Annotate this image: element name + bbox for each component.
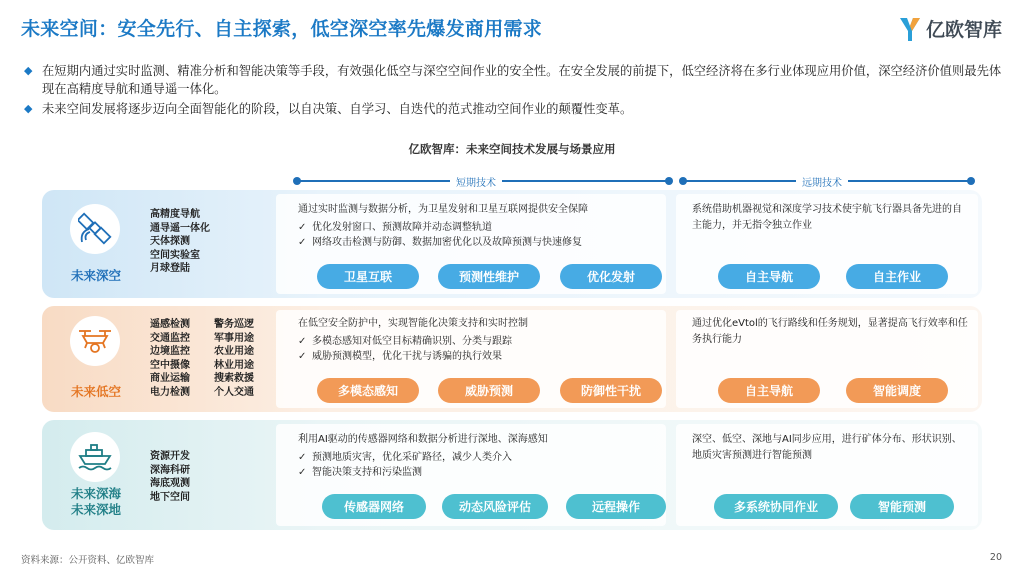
source-note: 资料来源：公开资料、亿欧智库 <box>21 555 155 566</box>
app-item: 高精度导航 <box>150 209 200 220</box>
app-item: 通导遥一体化 <box>150 222 210 234</box>
app-item: 商业运输 <box>150 373 190 384</box>
tag-pill: 多模态感知 <box>317 378 419 403</box>
app-list <box>150 208 210 276</box>
app-item: 地下空间 <box>150 491 190 503</box>
short-term-text: 利用AI驱动的传感器网络和数据分析进行深地、深海感知 ✓ 预测地质灾害，优化采矿路径，减少人类介入 ✓ 智能决策支持和污染监测 <box>298 432 658 481</box>
timeline-dot <box>679 177 687 185</box>
tag-pill: 智能预测 <box>850 494 954 519</box>
check-item: ✓ 多模态感知对低空目标精确识别、分类与跟踪 <box>298 334 658 350</box>
app-list <box>150 318 274 399</box>
short-term-text: 通过实时监测与数据分析，为卫星发射和卫星互联网提供安全保障 ✓ 优化发射窗口、预测故障并动态调整轨道 ✓ 网络攻击检测与防御、数据加密优化以及故障预测与快速修复 <box>298 202 658 251</box>
brand-logo <box>899 15 1002 42</box>
check-icon: ✓ <box>298 467 307 478</box>
tag-pill: 智能调度 <box>846 378 948 403</box>
diamond-icon: ◆ <box>24 102 33 115</box>
diamond-icon: ◆ <box>24 64 33 77</box>
timeline-dot <box>665 177 673 185</box>
tag-pill: 传感器网络 <box>322 494 426 519</box>
long-term-text: 系统借助机器视觉和深度学习技术使宇航飞行器具备先进的自主能力，并无指令独立作业 <box>692 204 962 231</box>
tag-pill: 卫星互联 <box>317 264 419 289</box>
tag-pill: 优化发射 <box>560 264 662 289</box>
check-item: ✓ 预测地质灾害，优化采矿路径，减少人类介入 <box>298 450 658 466</box>
app-item: 空间实验室 <box>150 249 200 261</box>
app-item: 警务巡逻 <box>214 319 254 330</box>
drone-icon <box>70 316 120 366</box>
bullet-item: ◆ 未来空间发展将逐步迈向全面智能化的阶段，以自决策、自学习、自迭代的范式推动空间作业的颠覆性变革。 <box>24 102 633 116</box>
page-title: 未来空间：安全先行、自主探索，低空深空率先爆发商用需求 <box>21 18 543 40</box>
check-icon: ✓ <box>298 451 307 463</box>
check-item: ✓ 网络攻击检测与防御、数据加密优化以及故障预测与快速修复 <box>298 235 658 251</box>
app-item: 月球登陆 <box>150 263 190 274</box>
app-list <box>150 450 190 504</box>
satellite-icon <box>70 204 120 254</box>
category-name: 未来低空 <box>70 384 121 399</box>
app-item: 军事用途 <box>214 332 254 344</box>
long-term-label: 远期技术 <box>796 174 848 189</box>
tag-pill: 自主导航 <box>718 378 820 403</box>
category-name: 未来深海 未来深地 <box>70 486 121 517</box>
tag-pill: 多系统协同作业 <box>714 494 838 519</box>
ship-icon <box>70 432 120 482</box>
logo-icon <box>899 16 921 42</box>
tag-pill: 威胁预测 <box>438 378 540 403</box>
tag-pill: 远程操作 <box>566 494 666 519</box>
app-item: 农业用途 <box>214 346 254 357</box>
row-deep-sea <box>42 420 982 530</box>
app-item: 资源开发 <box>150 451 190 462</box>
app-item: 空中摄像 <box>150 359 190 371</box>
bullet-item: ◆ 在短期内通过实时监测、精准分析和智能决策等手段，有效强化低空与深空空间作业的安全性。在安全发展的前提下，低空经济将在多行业体现应用价值，深空经济价值则最先体现在高精度导航和通导遥一体化。 <box>24 64 1002 96</box>
check-item: ✓ 智能决策支持和污染监测 <box>298 465 658 481</box>
tag-pill: 预测性维护 <box>438 264 540 289</box>
app-item: 林业用途 <box>214 359 254 371</box>
app-item: 海底观测 <box>150 478 190 489</box>
check-icon: ✓ <box>298 237 307 248</box>
app-item: 电力检测 <box>150 386 190 398</box>
short-term-label: 短期技术 <box>450 174 502 189</box>
app-item: 天体探测 <box>150 236 190 247</box>
tag-pill: 自主导航 <box>718 264 820 289</box>
short-term-text: 在低空安全防护中，实现智能化决策支持和实时控制 ✓ 多模态感知对低空目标精确识别、分类与跟踪 ✓ 威胁预测模型，优化干扰与诱骗的执行效果 <box>298 316 658 365</box>
long-term-text: 通过优化eVtol的飞行路线和任务规划，显著提高飞行效率和任务执行能力 <box>692 318 968 345</box>
logo-text: 亿欧智库 <box>925 19 1002 41</box>
app-item: 边境监控 <box>150 346 190 357</box>
check-icon: ✓ <box>298 351 307 362</box>
app-item: 交通监控 <box>150 332 190 344</box>
check-icon: ✓ <box>298 221 307 233</box>
page-number: 20 <box>989 552 1002 563</box>
row-low-altitude <box>42 306 982 412</box>
timeline-dot <box>967 177 975 185</box>
check-item: ✓ 威胁预测模型，优化干扰与诱骗的执行效果 <box>298 349 658 365</box>
app-item: 搜索救援 <box>214 373 254 384</box>
timeline-dot <box>293 177 301 185</box>
app-item: 深海科研 <box>150 464 190 476</box>
long-term-text: 深空、低空、深地与AI同步应用，进行矿体分布、形状识别、地质灾害预测进行智能预测 <box>692 434 962 461</box>
diagram-subtitle: 亿欧智库：未来空间技术发展与场景应用 <box>408 142 616 156</box>
tag-pill: 防御性干扰 <box>560 378 662 403</box>
tag-pill: 动态风险评估 <box>442 494 548 519</box>
row-deep-space <box>42 190 982 298</box>
app-item: 个人交通 <box>214 386 254 398</box>
intro-bullets <box>24 62 1009 120</box>
app-item: 遥感检测 <box>150 319 190 330</box>
category-name: 未来深空 <box>70 268 121 283</box>
tag-pill: 自主作业 <box>846 264 948 289</box>
check-item: ✓ 优化发射窗口、预测故障并动态调整轨道 <box>298 220 658 236</box>
check-icon: ✓ <box>298 335 307 347</box>
